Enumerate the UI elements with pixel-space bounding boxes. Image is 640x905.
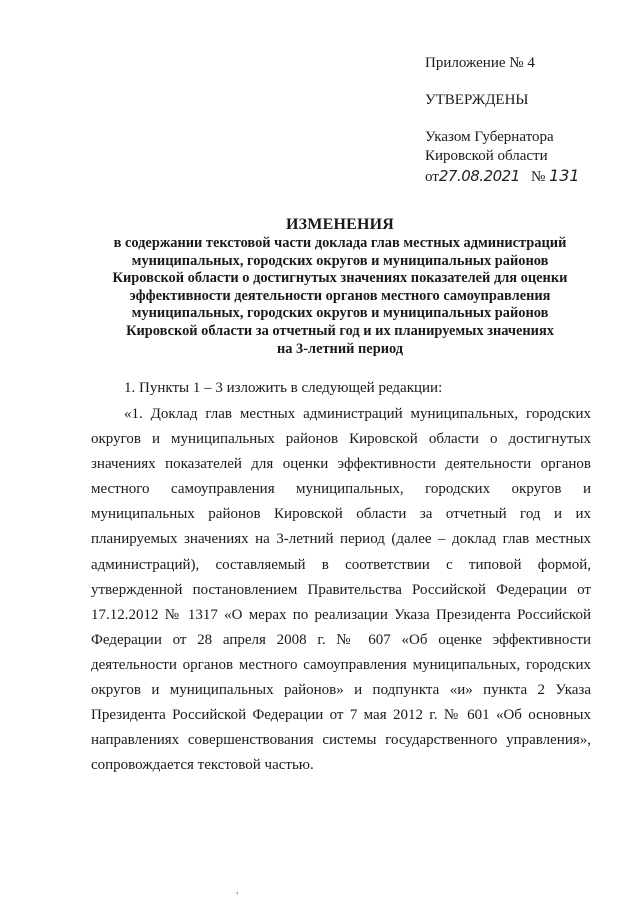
- title-subtitle-line: Кировской области за отчетный год и их планируемых значениях: [126, 322, 554, 339]
- body-paragraph-1: 1. Пункты 1 – 3 изложить в следующей редакции:: [124, 380, 443, 396]
- appendix-label: Приложение № 4: [425, 55, 535, 71]
- approved-label: УТВЕРЖДЕНЫ: [425, 92, 529, 108]
- body-paragraph-2: «1. Доклад глав местных администраций муниципальных, городских округов и муниципальных районов Кировской области о достигнутых значениях показателей для оценки эффективности деятельности органов местного самоуправления муниципальных, городских округов и муниципальных районов Кировской области за отчетный год и их планируемых значениях на 3-летний период (далее – доклад глав местных администраций), составляемый в соответствии с типовой формой, утвержденной постановлением Правительства Российской Федерации от 17.12.2012 № 1317 «О мерах по реализации Указа Президента Российской Федерации от 28 апреля 2008 г. № 607 «Об оценке эффективности деятельности органов местного самоуправления муниципальных, городских округов и муниципальных районов» и подпункта «и» пункта 2 Указа Президента Российской Федерации от 7 мая 2012 г. № 601 «Об основных направлениях совершенствования системы государственного управления», сопровождается текстовой частью.: [91, 406, 591, 774]
- spacer: [425, 110, 625, 128]
- handwritten-date: 27.08.2021: [438, 167, 520, 185]
- title-subtitle-line: муниципальных, городских округов и муниципальных районов: [131, 252, 549, 269]
- title-subtitle-line: в содержании текстовой части доклада глав местных администраций: [113, 235, 567, 251]
- document-title-block: [80, 215, 600, 358]
- document-body: [91, 378, 591, 778]
- title-subtitle-line: муниципальных, городских округов и муниципальных районов: [131, 305, 549, 322]
- number-sign: №: [531, 169, 546, 185]
- title-subtitle-line: на 3-летний период: [276, 340, 404, 357]
- decree-line-2: Кировской области: [425, 148, 548, 164]
- decree-date-line: [425, 166, 625, 187]
- approval-stamp-block: [425, 54, 625, 187]
- scan-mark: ,: [236, 885, 239, 896]
- handwritten-number: 131: [549, 166, 580, 185]
- decree-line-1: Указом Губернатора: [425, 129, 554, 145]
- spacer: [425, 73, 625, 91]
- document-heading: ИЗМЕНЕНИЯ: [285, 216, 395, 233]
- title-subtitle-line: эффективности деятельности органов местного самоуправления: [129, 287, 551, 304]
- title-subtitle-line: Кировской области о достигнутых значениях показателей для оценки: [112, 270, 568, 287]
- date-prefix: от: [425, 169, 439, 185]
